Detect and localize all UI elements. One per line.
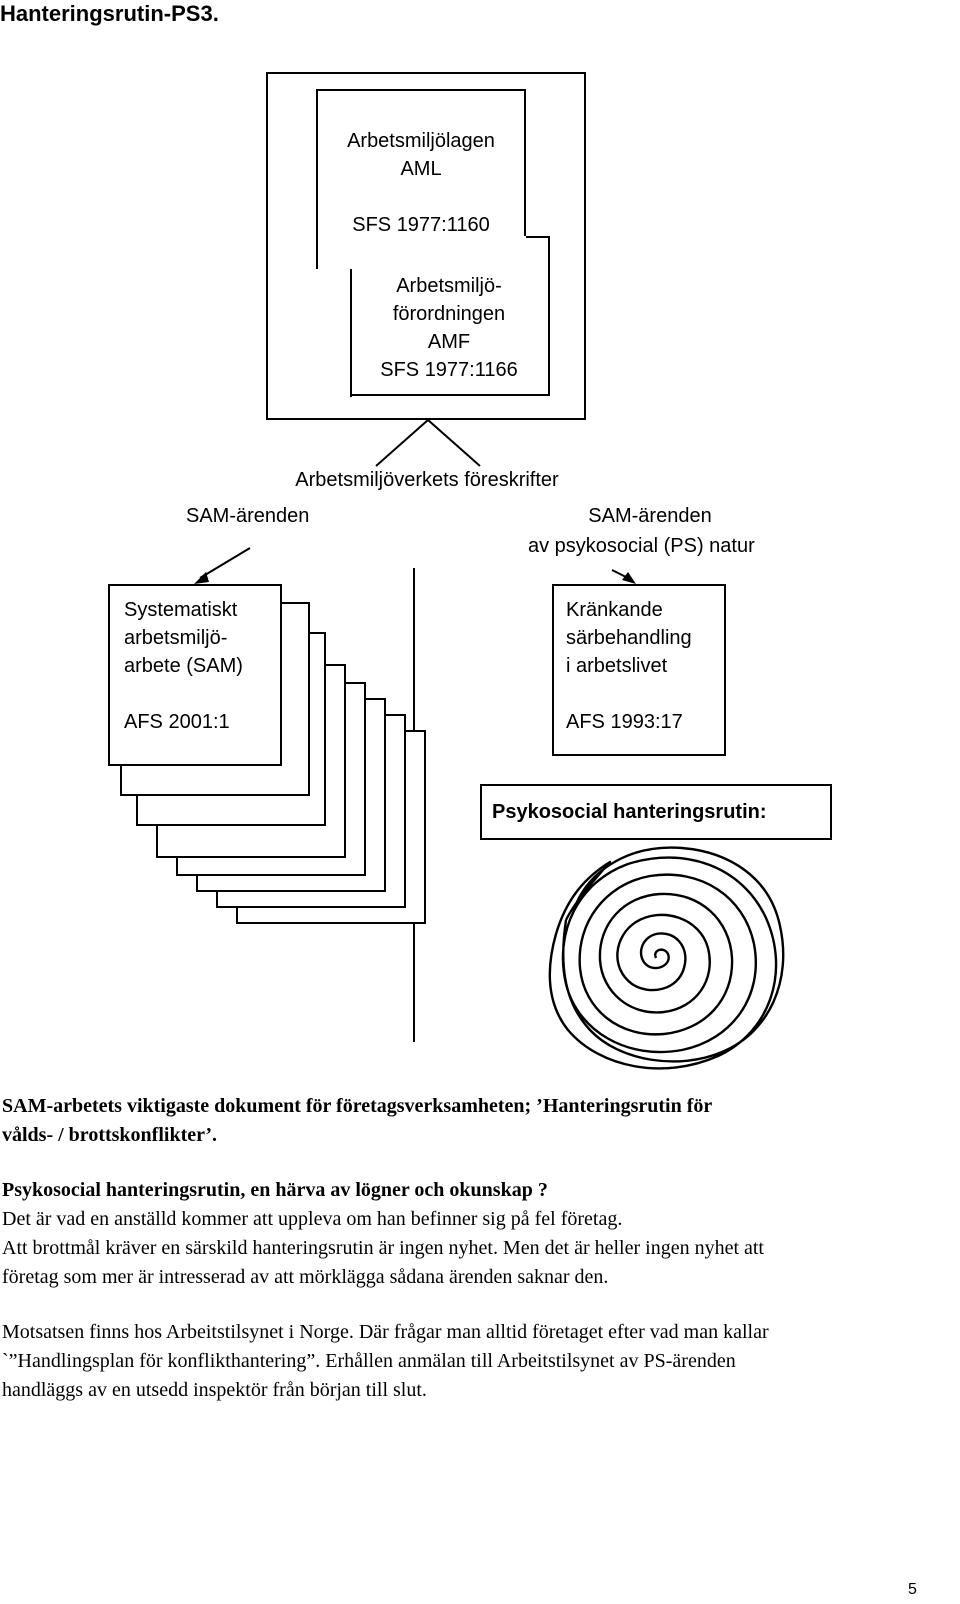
- body-p3a: Att brottmål kräver en särskild hanteringsrutin är ingen nyhet. Men det är heller ingen nyhet att: [2, 1237, 764, 1259]
- arrow-right-head: [622, 572, 636, 584]
- sam-line2: arbetsmiljö-: [124, 627, 228, 649]
- sam-right-sublabel: av psykosocial (PS) natur: [528, 535, 755, 557]
- amf-left-edge: [350, 269, 352, 397]
- amf-line1: Arbetsmiljö-: [396, 275, 502, 297]
- branch-triangle: [376, 420, 480, 466]
- amf-top-edge: [526, 236, 550, 238]
- ks-line1: Kränkande: [566, 599, 663, 621]
- body-p4b: `”Handlingsplan för konflikthantering”. Erhållen anmälan till Arbeitstilsynet av PS-ärenden: [2, 1350, 736, 1372]
- page-number: 5: [908, 1581, 917, 1598]
- sam-afs: AFS 2001:1: [124, 711, 230, 733]
- amf-box: [350, 236, 550, 396]
- ks-box: [552, 584, 726, 756]
- ps-routine-label: Psykosocial hanteringsrutin:: [492, 801, 767, 823]
- arrow-left-line: [200, 548, 250, 578]
- body-p2: Det är vad en anställd kommer att uppleva om han befinner sig på fel företag.: [2, 1208, 623, 1230]
- scribble-spiral-icon: [550, 848, 783, 1069]
- ps-routine-box: [480, 784, 832, 840]
- aml-sfs: SFS 1977:1160: [352, 214, 490, 236]
- aml-abbrev: AML: [400, 158, 442, 180]
- aml-title: Arbetsmiljölagen: [347, 130, 495, 152]
- body-p4a: Motsatsen finns hos Arbeitstilsynet i Norge. Där frågar man alltid företaget efter vad man kallar: [2, 1321, 769, 1343]
- sam-right-label: SAM-ärenden: [588, 505, 712, 527]
- ks-afs: AFS 1993:17: [566, 711, 683, 733]
- amf-sfs: SFS 1977:1166: [380, 359, 518, 381]
- page-title: Hanteringsrutin-PS3.: [0, 1, 219, 26]
- av-label: Arbetsmiljöverkets föreskrifter: [295, 469, 559, 491]
- body-p4c: handläggs av en utsedd inspektör från början till slut.: [2, 1379, 427, 1401]
- sam-line1: Systematiskt: [124, 599, 238, 621]
- body-p1: SAM-arbetets viktigaste dokument för företagsverksamheten; ’Hanteringsrutin för: [2, 1095, 713, 1117]
- body-p3b: företag som mer är intresserad av att mörklägga sådana ärenden saknar den.: [2, 1266, 609, 1288]
- body-heading: Psykosocial hanteringsrutin, en härva av lögner och okunskap ?: [2, 1179, 548, 1201]
- sam-left-label: SAM-ärenden: [186, 505, 310, 527]
- amf-abbrev: AMF: [427, 331, 471, 353]
- ks-line2: särbehandling: [566, 627, 692, 649]
- ks-line3: i arbetslivet: [566, 655, 668, 677]
- sam-box: [108, 584, 282, 766]
- sam-line3: arbete (SAM): [124, 655, 243, 677]
- body-p1b: vålds- / brottskonflikter’.: [2, 1124, 217, 1146]
- amf-line2: förordningen: [392, 303, 506, 325]
